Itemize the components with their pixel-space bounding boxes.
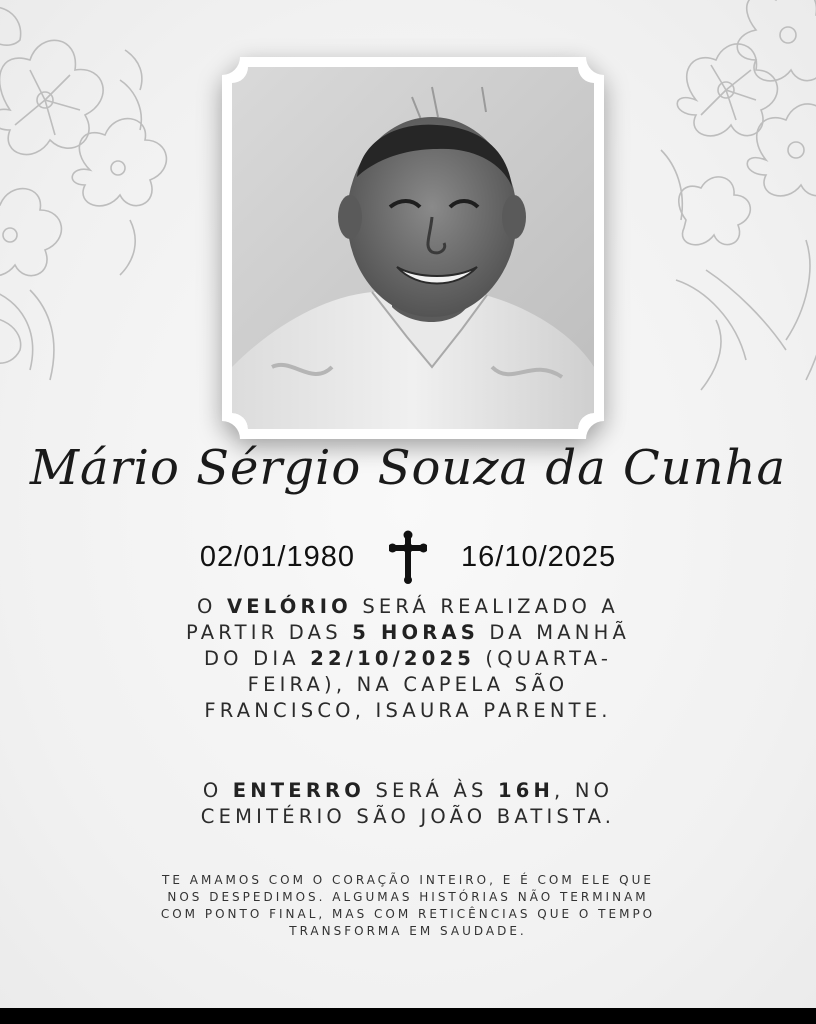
enterro-info [40, 778, 776, 830]
floral-decoration-left-icon [0, 0, 180, 390]
velorio-info [40, 594, 776, 724]
portrait-photo [232, 67, 594, 429]
life-dates [0, 530, 816, 584]
birth-date: 02/01/1980 [199, 540, 355, 573]
death-date: 16/10/2025 [461, 540, 617, 573]
enterro-line-1: O ENTERRO SERÁ ÀS 16H, NO [202, 779, 614, 802]
quote-line-4: TRANSFORMA EM SAUDADE. [289, 924, 527, 938]
velorio-line-4: FEIRA), NA CAPELA SÃO [247, 673, 569, 696]
deceased-name: Mário Sérgio Souza da Cunha [29, 440, 787, 496]
enterro-line-2: CEMITÉRIO SÃO JOÃO BATISTA. [200, 805, 616, 828]
farewell-quote [80, 872, 736, 940]
velorio-line-2: PARTIR DAS 5 HORAS DA MANHÃ [186, 621, 630, 644]
floral-decoration-right-icon [656, 0, 816, 410]
quote-line-1: TE AMAMOS COM O CORAÇÃO INTEIRO, E É COM ELE QUE [162, 873, 654, 887]
velorio-line-3: DO DIA 22/10/2025 (QUARTA- [203, 647, 613, 670]
quote-line-3: COM PONTO FINAL, MAS COM RETICÊNCIAS QUE O TEMPO [160, 907, 656, 921]
quote-line-2: NOS DESPEDIMOS. ALGUMAS HISTÓRIAS NÃO TERMINAM [167, 890, 649, 904]
velorio-line-1: O VELÓRIO SERÁ REALIZADO A [197, 595, 619, 618]
portrait-photo-frame [222, 57, 604, 439]
velorio-line-5: FRANCISCO, ISAURA PARENTE. [204, 699, 612, 722]
bottom-black-bar [0, 1008, 816, 1024]
cross-icon [389, 530, 427, 584]
